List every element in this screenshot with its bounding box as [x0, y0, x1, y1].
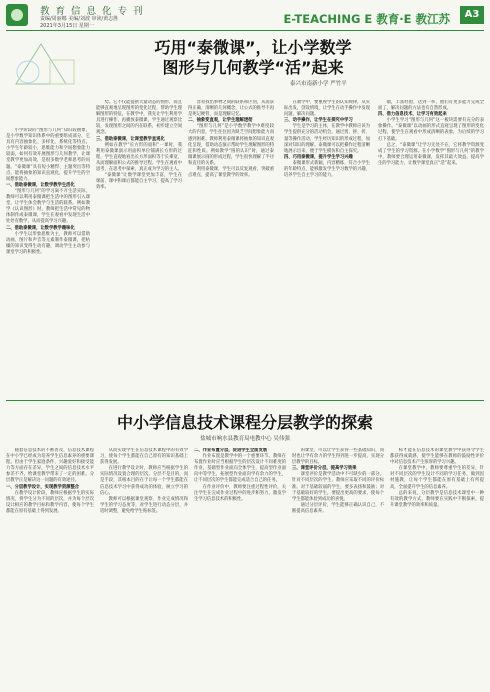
- paragraph: “图形与几何”是小学数学教学中难度较大的内容，学生往往因为缺乏空间想象能力而感到困难。教师利用泰微课将抽象的知识直观化呈现，借助动态演示帮助学生理解图形的特征和性质。例如教学“圆的认识”时，通过泰微课展示圆的形成过程，学生很快理解了半径和直径的关系。: [188, 124, 274, 166]
- section-heading: 三、借助泰微课，让课堂教学直观化: [96, 136, 165, 142]
- paragraph: 在课堂教学中，教师要尊重学生的差异，针对不同层次的学生设计不同的学习任务，做到因材施教，让每个学生都能在原有基础上有所提高，全面提升学生的信息素养。: [390, 466, 484, 490]
- section-heading: 三、动手操作，让学生在探究中学习: [284, 118, 353, 124]
- paragraph: 作业布置是教学中的一个重要环节。教师在布置作业时应当根据学生的层次设计不同难度的作业，基础型作业面向全体学生，提高型作业面向中等学生，拓展型作业面向学有余力的学生，让不同层次的学生都能完成适合自己的任务。: [194, 454, 286, 484]
- column-name: E-TEACHING E 教育·E 教江苏: [283, 12, 450, 26]
- paragraph: 总的来说，分层教学是信息技术课堂中一种有效的教学方式，教师要在实践中不断探索，提升课堂教学的效率和质量。: [390, 490, 484, 508]
- paragraph: 容易找出事物之间的联系和区别，从而获得正确、清晰的几何概念，让公式的推导不再是死记硬背，而是理解记忆。: [188, 100, 274, 118]
- paragraph: 在进行教学设计时，教师应当根据学生的实际情况设置合理的层次。分层不是目的，而是手段，其根本目的在于让每一个学生都能在信息技术学习中获得成功的体验，树立学习的信心。: [100, 466, 188, 496]
- paragraph: 小学生学习“图形与几何”这一板块需要有充分的表象操作。“泰微课”以动画的形式直观呈现了图形的变化过程，使学生在观看中形成清晰的表象，为后续的学习打下基础。: [378, 118, 484, 142]
- article2-column-5: [390, 448, 484, 688]
- paragraph: 总之，“泰微课”让学习无处不在，它将教学资源变成了学生的学习资源。在小学数学“图形与几何”的教学中，教师要合理运用泰微课，发挥其最大效益，提高学生的学习能力，让数学课堂真正“活”起来。: [378, 142, 484, 166]
- paragraph: 学生是学习的主体，在教学中教师应该为学生提供充分的活动机会。通过剪、拼、折、量等操作活动，学生经历知识的形成过程，加深对知识的理解。泰微课可以把操作过程清晰地展示出来，便于学生模仿和自主探究。: [284, 124, 370, 154]
- paragraph: 在教学中，要重视学生的认知规律，从实际出发，创设情境，让学生在动手操作中发现问题、解决问题。: [284, 100, 370, 118]
- geometry-decoration-icon: [6, 34, 86, 94]
- masthead: [0, 0, 490, 30]
- article2-column-3: [194, 448, 286, 688]
- masthead-divider: [6, 30, 484, 31]
- section-heading: 二、借助泰微课，让数学教学趣味化: [6, 225, 75, 231]
- paragraph: 标才能在信息技术的课堂教学中获得令学生都获得成就感，使学生能够在教师的鼓励性评价中对信息技术产生浓厚的学习兴趣。: [390, 448, 484, 466]
- paragraph: 在教学设计阶段，教师应根据学生的实际情况，将学生分为不同的层次，并为每个层次设计相应的教学目标和教学内容，使每个学生都能在原有基础上得到发展。: [6, 490, 94, 514]
- meta-line-date: 2021年3月15日 星期一: [40, 22, 94, 29]
- article1-column-2: [96, 100, 182, 390]
- paragraph: 教师可以根据课堂观察、作业完成情况和学生的学习态度等，对学生进行动态分层，并适时调整，避免给学生贴标签。: [100, 496, 188, 514]
- article2-title: 中小学信息技术课程分层教学的探索: [116, 413, 373, 432]
- edu-title: 教育信息化专刊: [40, 6, 149, 17]
- article1-column-4: [284, 100, 370, 390]
- section-heading: 二、抽象变直观，让学生理解透彻: [188, 118, 253, 124]
- article2-byline: 盐城市响水县教育局电教中心 吴伟强: [200, 436, 290, 442]
- paragraph: 势。它不仅能提供大量动态的图形，而且能够直观地呈现图形的变化过程，帮助学生理解图形的特征。在教学中，我先让学生利用学具进行操作，再播放泰微课，学生通过观察比较，发现图形之间的内在联系，初步建立空间观念。: [96, 100, 182, 136]
- section-heading: 一、借助泰微课，让数学教学生活化: [6, 182, 75, 188]
- article1-title-line1: 巧用“泰微课”，让小学数学: [154, 38, 352, 57]
- paragraph: 小学阶段的“图形与几何”知识较抽象，是小学数学知识体系中的重要组成部分，它具有内容抽象化、多样化、系统化等特点。小学生年龄较小，思维能力和空间想象能力较弱，如何有效开展图形与几何教学，让课堂教学更加高效，是很多数学老师思考的问题。“泰微课”具有短小精悍、主题突出等特点，能将抽象的知识直观化，提升学生的空间想象能力。: [6, 128, 90, 182]
- paragraph: 例如在教学“长方形的面积”一课时，我利用泰微课演示用面积单位铺满长方形的过程，学生直观地看出长方形面积等于长乘宽，从而理解面积公式的推导过程。学生在观看中思考，在思考中探索，真正成为学习的主人。: [96, 142, 182, 173]
- article2-column-2: [100, 448, 188, 688]
- article2-column-4: [292, 448, 384, 688]
- article1-byline: 泰兴市南新小学 严竹平: [290, 81, 347, 87]
- section-heading: 三、课堂评价分层，提高学习效果: [292, 466, 357, 472]
- paragraph: “泰微课”让数学课堂更加丰富，学生在课前、课中和课后都能自主学习，提高了学习效率。: [96, 173, 182, 191]
- article2-column-1: [6, 448, 94, 688]
- paragraph: 通过分层评价，学生能够正确认识自己，不断提高信息素养。: [292, 502, 384, 514]
- paragraph: 在作业评价中，教师要注重过程性评价，关注学生在完成作业过程中的进步和努力，激发学生学习信息技术的积极性。: [194, 484, 286, 502]
- page-number: A3: [460, 6, 484, 24]
- section-heading: 一、分层教学设计，实现教学资源整合: [6, 484, 80, 490]
- masthead-meta: [40, 16, 118, 29]
- paragraph: 利用泰微课，学生可以反复观看，突破重点难点，提高了课堂教学的效率。: [188, 167, 274, 179]
- paragraph: 础，丰富经验，达到一举，他们有更多能力完成全面了，解决问题的方法也有自然形成。: [378, 100, 484, 112]
- section-heading: 四、借力信息技术，让学习有效起来: [378, 112, 447, 118]
- article1-column-3: [188, 100, 274, 390]
- meta-line-editors: 责编/周丽娜 美编/刘波 审读/黄志胜: [40, 16, 119, 22]
- paragraph: 从而实现学生在信息技术课程中的有效学习，使每个学生都能在自己原有的知识基础上获得发展。: [100, 448, 188, 466]
- article1-title: [88, 38, 418, 78]
- article1-title-line2: 图形与几何教学“活”起来: [162, 58, 344, 77]
- paragraph: “图形与几何”的学习离不开生活实际，教师可以利用泰微课把生活中的图形引入课堂，让学生体会数学与生活的联系。例如教学《认识图形》时，教师把生活中常见的物体制作成泰微课，学生在观看中发现生活中处处有数学，从而提高学习兴趣。: [6, 188, 90, 225]
- section-heading: 二、作业布置分层，促进学生全面发展: [194, 448, 268, 453]
- paragraph: 小学生以形象思维为主，教师可以借助动画、图片和声音等元素制作泰微课，把枯燥的知识变得生动有趣，调动学生主动参与课堂学习的积极性。: [6, 231, 90, 255]
- newspaper-logo-icon: [6, 4, 28, 26]
- paragraph: 课堂评价是教学活动中不可缺少的一部分。针对不同层次的学生，教师应采取不同的评价标准。对于基础较弱的学生，要多表扬和鼓励；对于基础较好的学生，要提出更高的要求，使每个学生都能体验到成功的喜悦。: [292, 472, 384, 502]
- section-heading: 四、巧用泰微课，提升学生学习兴趣: [284, 154, 353, 160]
- paragraph: 泰微课形式新颖，内容精练，符合小学生的年龄特点，能够激发学生学习数学的兴趣，培养学生自主学习的能力。: [284, 160, 370, 179]
- article1-column-5: [378, 100, 484, 390]
- paragraph: 随着信息技术的不断普及，信息技术课程在中小学已经成为培养学生信息素养的重要课程。但由于学生家庭条件、兴趣爱好和接受能力等方面存在差异，学生之间的信息技术水平参差不齐，给课堂教学带来了一定的困难。分层教学正是解决这一问题的有效途径。: [6, 448, 94, 484]
- article1-column-1: [6, 128, 90, 390]
- paragraph: 的课堂，可以让学生获得一些基础知识，同时也让学有余力的学生得到进一步提高，实现分层教学的目标。: [292, 448, 384, 466]
- article-divider: [6, 400, 484, 401]
